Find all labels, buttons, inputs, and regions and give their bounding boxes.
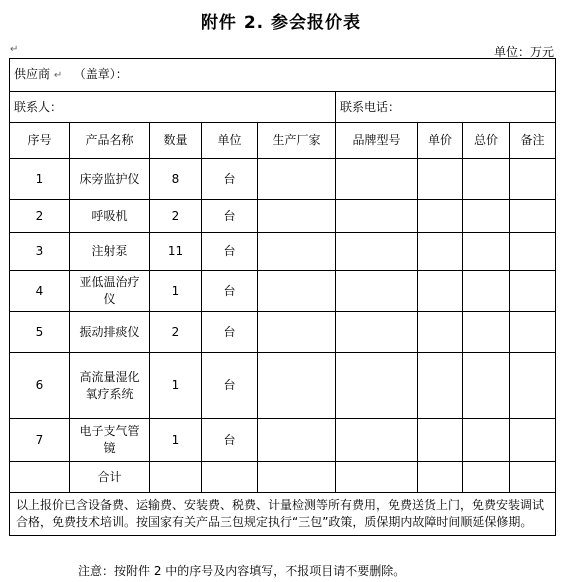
table-row xyxy=(10,200,556,233)
supplier-cell[interactable]: 供应商 ↵ （盖章）： xyxy=(10,59,556,92)
row-total[interactable] xyxy=(463,353,510,419)
row-unit: 台 xyxy=(202,271,258,312)
row-total[interactable] xyxy=(463,159,510,200)
row-remark[interactable] xyxy=(510,353,556,419)
row-maker[interactable] xyxy=(258,312,336,353)
row-name: 注射泵 xyxy=(70,233,150,271)
row-name: 电子支气管镜 xyxy=(70,419,150,462)
remark-row xyxy=(10,493,556,536)
header-row xyxy=(10,123,556,159)
row-maker[interactable] xyxy=(258,200,336,233)
phone-label: 联系电话： xyxy=(340,99,401,114)
row-remark[interactable] xyxy=(510,419,556,462)
header-no: 序号 xyxy=(10,123,70,159)
row-model[interactable] xyxy=(336,312,418,353)
row-maker[interactable] xyxy=(258,159,336,200)
row-no: 6 xyxy=(10,353,70,419)
remark-text: 以上报价已含设备费、运输费、安装费、税费、计量检测等所有费用，免费送货上门，免费安装调试合格，免费技术培训。按国家有关产品三包规定执行“三包”政策，质保期内故障时间顺延保修期。 xyxy=(10,493,556,536)
contact-label: 联系人： xyxy=(14,99,63,114)
row-name: 高流量湿化氧疗系统 xyxy=(70,353,150,419)
contact-row xyxy=(10,92,556,123)
total-remark[interactable] xyxy=(510,462,556,493)
row-maker[interactable] xyxy=(258,353,336,419)
total-row xyxy=(10,462,556,493)
total-unit[interactable] xyxy=(202,462,258,493)
row-price[interactable] xyxy=(418,312,463,353)
row-name: 振动排痰仪 xyxy=(70,312,150,353)
document-title: 附件 2. 参会报价表 xyxy=(200,13,362,33)
table-row xyxy=(10,353,556,419)
row-remark[interactable] xyxy=(510,200,556,233)
row-unit: 台 xyxy=(202,353,258,419)
row-total[interactable] xyxy=(463,312,510,353)
row-no: 1 xyxy=(10,159,70,200)
row-qty: 2 xyxy=(150,312,202,353)
row-no: 4 xyxy=(10,271,70,312)
row-unit: 台 xyxy=(202,159,258,200)
paragraph-mark: ↵ xyxy=(10,44,19,55)
row-no: 5 xyxy=(10,312,70,353)
row-unit: 台 xyxy=(202,419,258,462)
row-qty: 2 xyxy=(150,200,202,233)
row-model[interactable] xyxy=(336,271,418,312)
header-price: 单价 xyxy=(418,123,463,159)
phone-cell[interactable] xyxy=(336,92,556,123)
header-model: 品牌型号 xyxy=(336,123,418,159)
row-qty: 1 xyxy=(150,353,202,419)
total-amount[interactable] xyxy=(463,462,510,493)
total-price[interactable] xyxy=(418,462,463,493)
row-price[interactable] xyxy=(418,419,463,462)
row-model[interactable] xyxy=(336,419,418,462)
row-total[interactable] xyxy=(463,419,510,462)
row-no: 2 xyxy=(10,200,70,233)
total-label: 合计 xyxy=(70,462,150,493)
row-qty: 11 xyxy=(150,233,202,271)
row-name: 亚低温治疗仪 xyxy=(70,271,150,312)
row-qty: 8 xyxy=(150,159,202,200)
header-maker: 生产厂家 xyxy=(258,123,336,159)
row-maker[interactable] xyxy=(258,233,336,271)
header-remark: 备注 xyxy=(510,123,556,159)
header-unit: 单位 xyxy=(202,123,258,159)
row-name: 床旁监护仪 xyxy=(70,159,150,200)
row-price[interactable] xyxy=(418,233,463,271)
row-total[interactable] xyxy=(463,200,510,233)
row-model[interactable] xyxy=(336,159,418,200)
quotation-table xyxy=(9,58,556,536)
row-model[interactable] xyxy=(336,353,418,419)
row-price[interactable] xyxy=(418,353,463,419)
row-unit: 台 xyxy=(202,233,258,271)
total-model[interactable] xyxy=(336,462,418,493)
row-unit: 台 xyxy=(202,312,258,353)
table-row xyxy=(10,271,556,312)
row-price[interactable] xyxy=(418,271,463,312)
row-no: 7 xyxy=(10,419,70,462)
header-qty: 数量 xyxy=(150,123,202,159)
row-remark[interactable] xyxy=(510,159,556,200)
unit-label: 单位：万元 xyxy=(493,45,554,59)
row-maker[interactable] xyxy=(258,419,336,462)
header-name: 产品名称 xyxy=(70,123,150,159)
total-qty[interactable] xyxy=(150,462,202,493)
row-qty: 1 xyxy=(150,271,202,312)
supplier-row xyxy=(10,59,556,92)
row-remark[interactable] xyxy=(510,233,556,271)
seal-label: （盖章）： xyxy=(73,67,128,81)
contact-cell[interactable] xyxy=(10,92,336,123)
footer-note: 注意：按附件 2 中的序号及内容填写，不报项目请不要删除。 xyxy=(78,564,406,578)
row-maker[interactable] xyxy=(258,271,336,312)
row-model[interactable] xyxy=(336,200,418,233)
supplier-label: 供应商 xyxy=(14,67,51,81)
row-total[interactable] xyxy=(463,233,510,271)
row-name: 呼吸机 xyxy=(70,200,150,233)
table-row xyxy=(10,312,556,353)
row-remark[interactable] xyxy=(510,271,556,312)
row-price[interactable] xyxy=(418,159,463,200)
row-no: 3 xyxy=(10,233,70,271)
row-unit: 台 xyxy=(202,200,258,233)
header-total: 总价 xyxy=(463,123,510,159)
row-price[interactable] xyxy=(418,200,463,233)
table-row xyxy=(10,419,556,462)
row-total[interactable] xyxy=(463,271,510,312)
total-no xyxy=(10,462,70,493)
table-row xyxy=(10,233,556,271)
total-maker[interactable] xyxy=(258,462,336,493)
table-row xyxy=(10,159,556,200)
row-model[interactable] xyxy=(336,233,418,271)
row-remark[interactable] xyxy=(510,312,556,353)
row-qty: 1 xyxy=(150,419,202,462)
